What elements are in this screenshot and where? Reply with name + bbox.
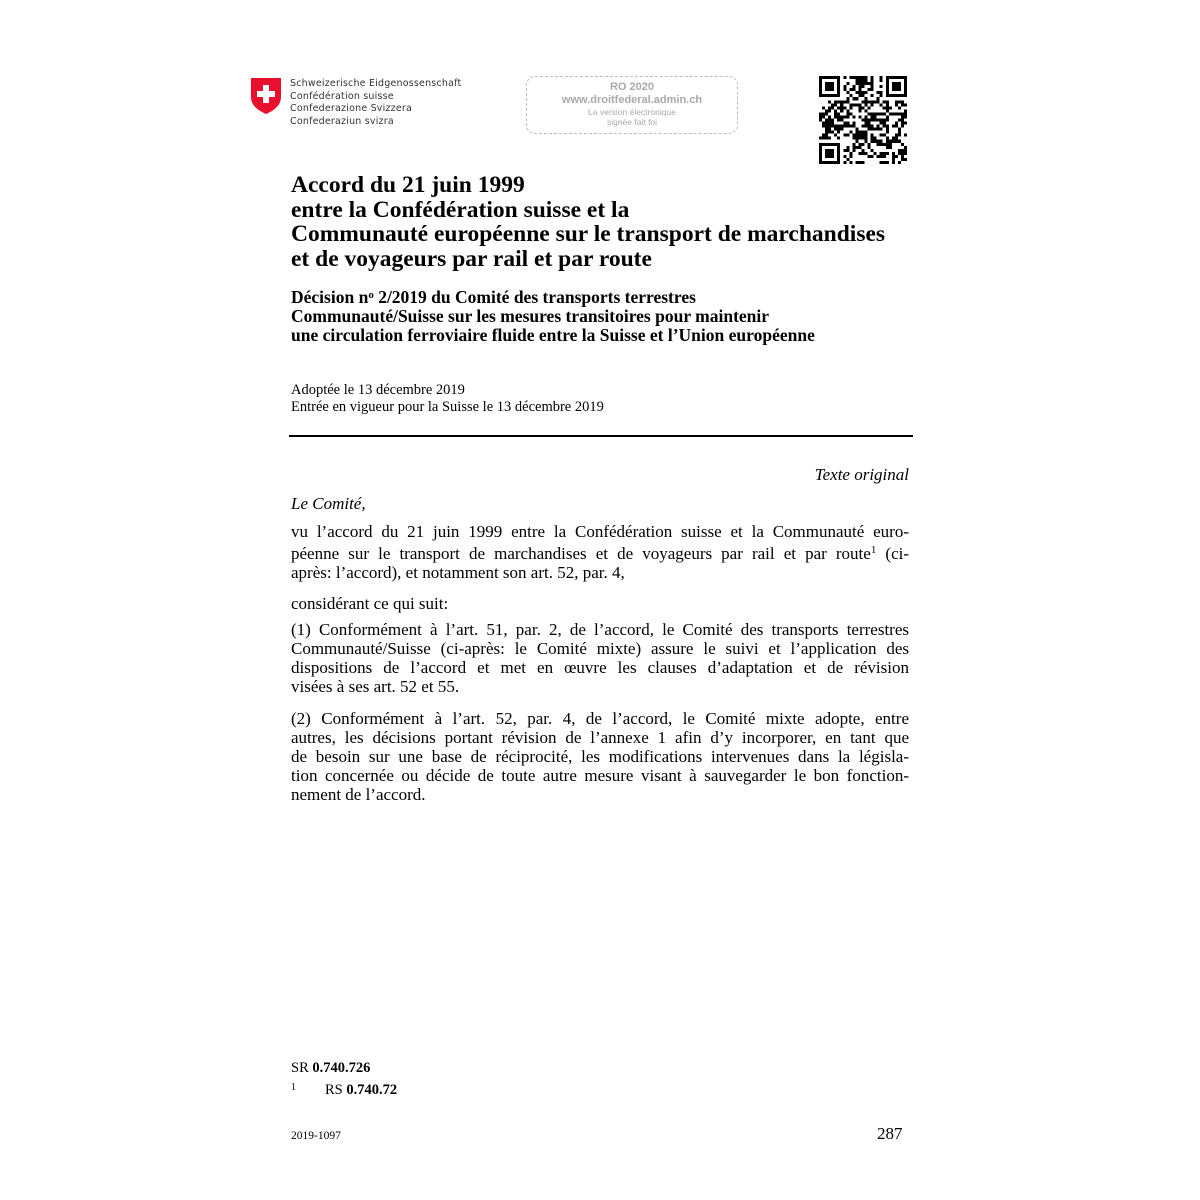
footnote-number: 1 xyxy=(291,1082,296,1093)
sr-prefix: SR xyxy=(291,1060,313,1076)
electronic-version-stamp xyxy=(526,76,738,134)
subtitle-suffix: 2/2019 du Comité des transports terrestres xyxy=(373,287,696,307)
title-line: et de voyageurs par rail et par route xyxy=(291,245,652,272)
subtitle-line: Communauté/Suisse sur les mesures transitoires pour maintenir xyxy=(291,306,770,326)
stamp-note-line2: signée fait foi xyxy=(606,117,658,127)
page-number: 287 xyxy=(877,1124,903,1143)
adopted-date: Adoptée le 13 décembre 2019 xyxy=(291,382,465,398)
footnote xyxy=(291,1079,397,1099)
horizontal-divider xyxy=(289,435,913,437)
dates-block xyxy=(291,382,604,415)
recital-1 xyxy=(291,620,909,696)
paragraph-line: autres, les décisions portant révision de l’annexe 1 afin d’y incorporer, en tant que xyxy=(291,728,909,747)
paragraph-line: dispositions de l’accord et met en œuvre les clauses d’adaptation et de révision xyxy=(291,658,909,677)
document-number: 2019-1097 xyxy=(291,1130,341,1142)
confederation-line-it: Confederazione Svizzera xyxy=(290,103,413,115)
title-line: Accord du 21 juin 1999 xyxy=(291,172,525,198)
recital-2 xyxy=(291,709,909,804)
paragraph-line: considérant ce qui suit: xyxy=(291,594,449,613)
paragraph-line: après: l’accord), et notamment son art. 52, par. 4, xyxy=(291,563,625,582)
line-text: (ci- xyxy=(876,544,910,563)
sr-number: 0.740.726 xyxy=(312,1060,371,1076)
paragraph-line xyxy=(291,541,909,563)
confederation-line-de: Schweizerische Eidgenossenschaft xyxy=(290,78,462,89)
footnote-rs-number: 0.740.72 xyxy=(346,1082,398,1098)
footnote-prefix: RS xyxy=(325,1082,347,1098)
preamble-paragraph xyxy=(291,522,909,582)
decision-subtitle xyxy=(291,286,815,345)
paragraph-line: de besoin sur une base de réciprocité, les modifications intervenues dans la législa- xyxy=(291,747,909,766)
title-line: Communauté européenne sur le transport de marchandises xyxy=(291,221,886,247)
paragraph-line: tion concernée ou décide de toute autre mesure visant à sauvegarder le bon fonction- xyxy=(291,766,909,785)
swiss-cross-shield-icon xyxy=(250,77,282,115)
confederation-line-fr: Confédération suisse xyxy=(290,90,394,102)
paragraph-line: visées à ses art. 52 et 55. xyxy=(291,677,460,696)
footnote-reference[interactable]: 1 xyxy=(870,544,877,556)
subtitle-sup: o xyxy=(368,289,374,301)
considering-paragraph xyxy=(291,594,909,613)
stamp-note-line1: La version électronique xyxy=(588,107,676,117)
line-text: péenne sur le transport de marchandises et de voyageurs par rail et par route xyxy=(291,544,871,563)
qr-code-icon xyxy=(819,76,907,164)
stamp-ro-number: RO 2020 xyxy=(609,81,655,93)
paragraph-line: nement de l’accord. xyxy=(291,785,426,804)
paragraph-line: (1) Conformément à l’art. 51, par. 2, de l’accord, le Comité des transports terrestres xyxy=(291,620,909,639)
subtitle-line xyxy=(291,286,815,307)
sr-reference xyxy=(291,1060,370,1077)
in-force-date: Entrée en vigueur pour la Suisse le 13 décembre 2019 xyxy=(291,398,604,415)
title-line: entre la Confédération suisse et la xyxy=(291,196,630,223)
subtitle-line: une circulation ferroviaire fluide entre la Suisse et l’Union européenne xyxy=(291,325,815,345)
stamp-website[interactable]: www.droitfederal.admin.ch xyxy=(561,94,703,106)
paragraph-line: (2) Conformément à l’art. 52, par. 4, de l’accord, le Comité mixte adopte, entre xyxy=(291,709,909,728)
subtitle-prefix: Décision n xyxy=(291,287,369,307)
confederation-line-rm: Confederaziun svizra xyxy=(290,115,394,127)
paragraph-line: Communauté/Suisse (ci-après: le Comité mixte) assure le suivi et l’application des xyxy=(291,639,909,658)
le-comite-heading: Le Comité, xyxy=(291,494,366,513)
confederation-names xyxy=(290,78,461,128)
paragraph-line: vu l’accord du 21 juin 1999 entre la Confédération suisse et la Communauté euro- xyxy=(291,522,909,541)
texte-original-label: Texte original xyxy=(814,465,909,484)
document-title xyxy=(291,173,885,271)
